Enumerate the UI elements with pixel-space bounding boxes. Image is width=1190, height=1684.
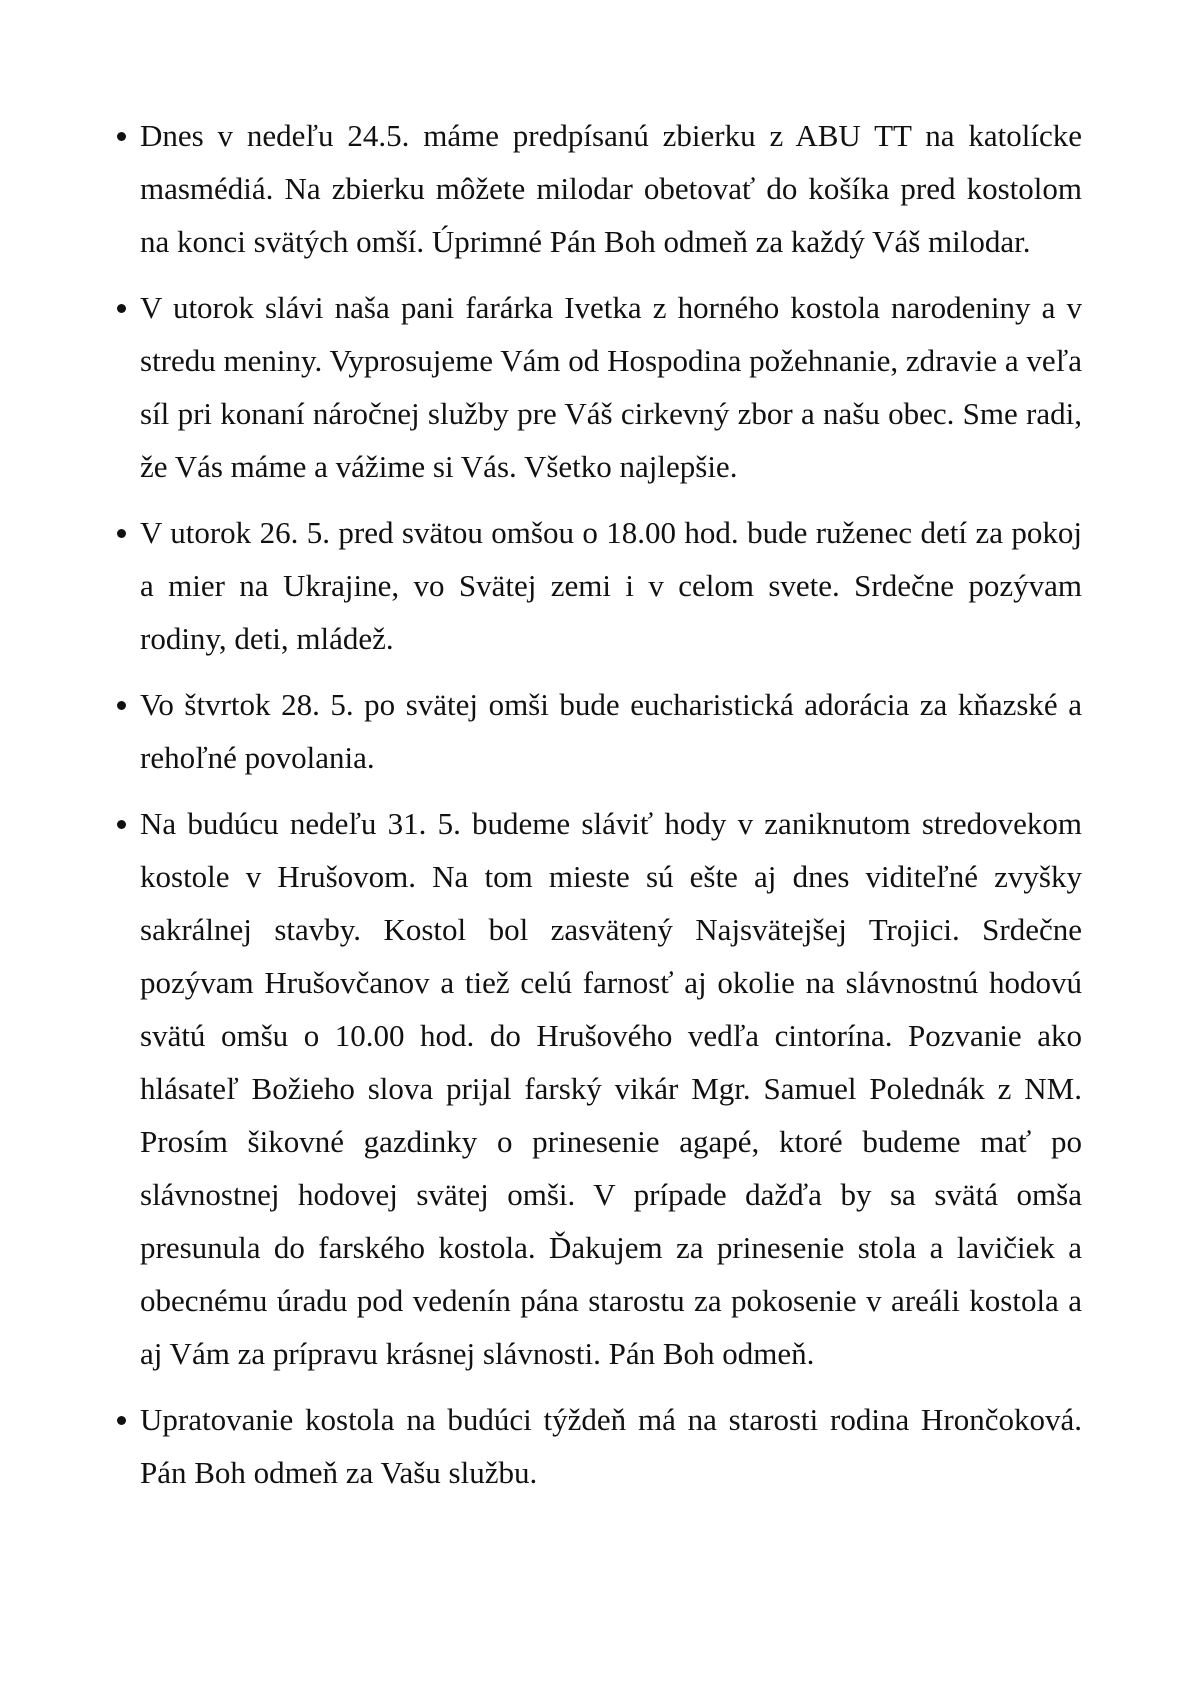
bullet-icon bbox=[117, 529, 126, 538]
announcement-item bbox=[140, 281, 1082, 493]
bullet-icon bbox=[117, 701, 126, 710]
bullet-icon bbox=[117, 304, 126, 313]
announcement-text: Na budúcu nedeľu 31. 5. budeme sláviť hody v zaniknutom stredovekom kostole v Hrušovom. Na tom mieste sú ešte aj dnes viditeľné zvyšky sakrálnej stavby. Kostol bol zasvätený Najsvätejšej Trojici. Srdečne pozývam Hrušovčanov a tiež celú farnosť aj okolie na slávnostnú hodovú svätú omšu o 10.00 hod. do Hrušového vedľa cintorína. Pozvanie ako hlásateľ Božieho slova prijal farský vikár Mgr. Samuel Polednák z NM. Prosím šikovné gazdinky o prinesenie agapé, ktoré budeme mať po slávnostnej hodovej svätej omši. V prípade dažďa by sa svätá omša presunula do farského kostola. Ďakujem za prinesenie stola a lavičiek a obecnému úradu pod vedenín pána starostu za pokosenie v areáli kostola a aj Vám za prípravu krásnej slávnosti. Pán Boh odmeň. bbox=[140, 806, 1082, 1371]
bullet-icon bbox=[117, 1416, 126, 1425]
announcement-text: Upratovanie kostola na budúci týždeň má na starosti rodina Hrončoková. Pán Boh odmeň za Vašu službu. bbox=[140, 1402, 1082, 1490]
announcement-text: V utorok slávi naša pani farárka Ivetka z horného kostola narodeniny a v stredu meniny. Vyprosujeme Vám od Hospodina požehnanie, zdravie a veľa síl pri konaní náročnej služby pre Váš cirkevný zbor a našu obec. Sme radi, že Vás máme a vážime si Vás. Všetko najlepšie. bbox=[140, 290, 1082, 484]
bullet-icon bbox=[117, 820, 126, 829]
announcement-item bbox=[140, 109, 1082, 268]
announcement-item bbox=[140, 797, 1082, 1380]
announcement-text: Dnes v nedeľu 24.5. máme predpísanú zbierku z ABU TT na katolícke masmédiá. Na zbierku môžete milodar obetovať do košíka pred kostolom na konci svätých omší. Úprimné Pán Boh odmeň za každý Váš milodar. bbox=[140, 118, 1082, 259]
bullet-icon bbox=[117, 132, 126, 141]
announcement-text: V utorok 26. 5. pred svätou omšou o 18.00 hod. bude ruženec detí za pokoj a mier na Ukrajine, vo Svätej zemi i v celom svete. Srdečne pozývam rodiny, deti, mládež. bbox=[140, 515, 1082, 656]
announcement-item bbox=[140, 678, 1082, 784]
announcement-list bbox=[140, 109, 1082, 1512]
announcement-text: Vo štvrtok 28. 5. po svätej omši bude eucharistická adorácia za kňazské a rehoľné povolania. bbox=[140, 687, 1082, 775]
announcement-item bbox=[140, 1393, 1082, 1499]
announcement-item bbox=[140, 506, 1082, 665]
